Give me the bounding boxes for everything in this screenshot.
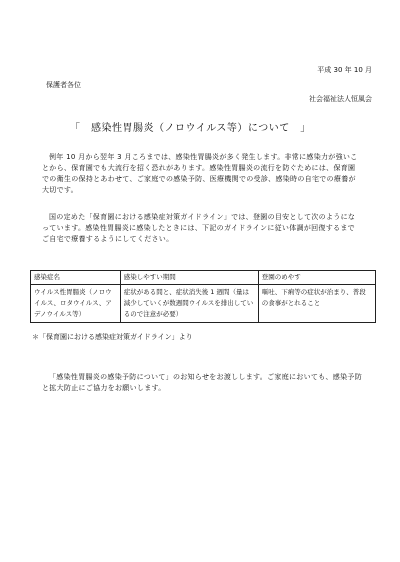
sender-organization: 社会福祉法人恒風会: [309, 95, 372, 103]
intro-paragraph: 例年 10 月から翌年 3 月ころまでは、感染性胃腸炎が多く発生します。非常に感染力が強いことから、保育園でも大流行を招く恐れがあります。感染性胃腸炎の流行を防ぐためには、保育園での衛生の保持とあわせて、ご家庭での感染予防、医療機関での受診、感染時の自宅での療養が大切です。: [42, 153, 358, 194]
cell-infectious-period: 症状がある間と、症状消失後 1 週間（量は減少していくが数週間ウイルスを排出しているので注意が必要）: [120, 285, 258, 323]
closing-paragraph: 「感染性胃腸炎の感染予防について」のお知らせをお渡しします。ご家庭においても、感染予防と拡大防止にご協力をお願いします。: [42, 373, 362, 392]
addressee: 保護者各位: [46, 81, 81, 89]
infection-table: [30, 270, 376, 323]
intro-section: [42, 152, 362, 196]
cell-disease-name: ウイルス性胃腸炎（ノロウイルス、ロタウイルス、アデノウイルス等）: [31, 285, 121, 323]
document-title: 「 感染性胃腸炎（ノロウイルス等）について 」: [70, 123, 311, 134]
header-disease: 感染症名: [31, 271, 121, 285]
guideline-section: [42, 212, 362, 245]
header-period: 感染しやすい期間: [120, 271, 258, 285]
guideline-paragraph: 国の定めた「保育園における感染症対策ガイドライン」では、登園の目安として次のようになっています。感染性胃腸炎に感染したときには、下記のガイドラインに従い体調が回復するまでご自宅で療養するようにしてください。: [42, 213, 356, 243]
issue-date: 平成 30 年 10 月: [317, 66, 372, 74]
cell-return-guideline: 嘔吐、下痢等の症状が治まり、普段の食事がとれること: [258, 285, 375, 323]
header-guideline: 登園のめやす: [258, 271, 375, 285]
source-note: ＊「保育園における感染症対策ガイドライン」より: [32, 333, 193, 341]
closing-section: [42, 372, 362, 394]
table-row: [31, 285, 376, 323]
table-header-row: [31, 271, 376, 285]
